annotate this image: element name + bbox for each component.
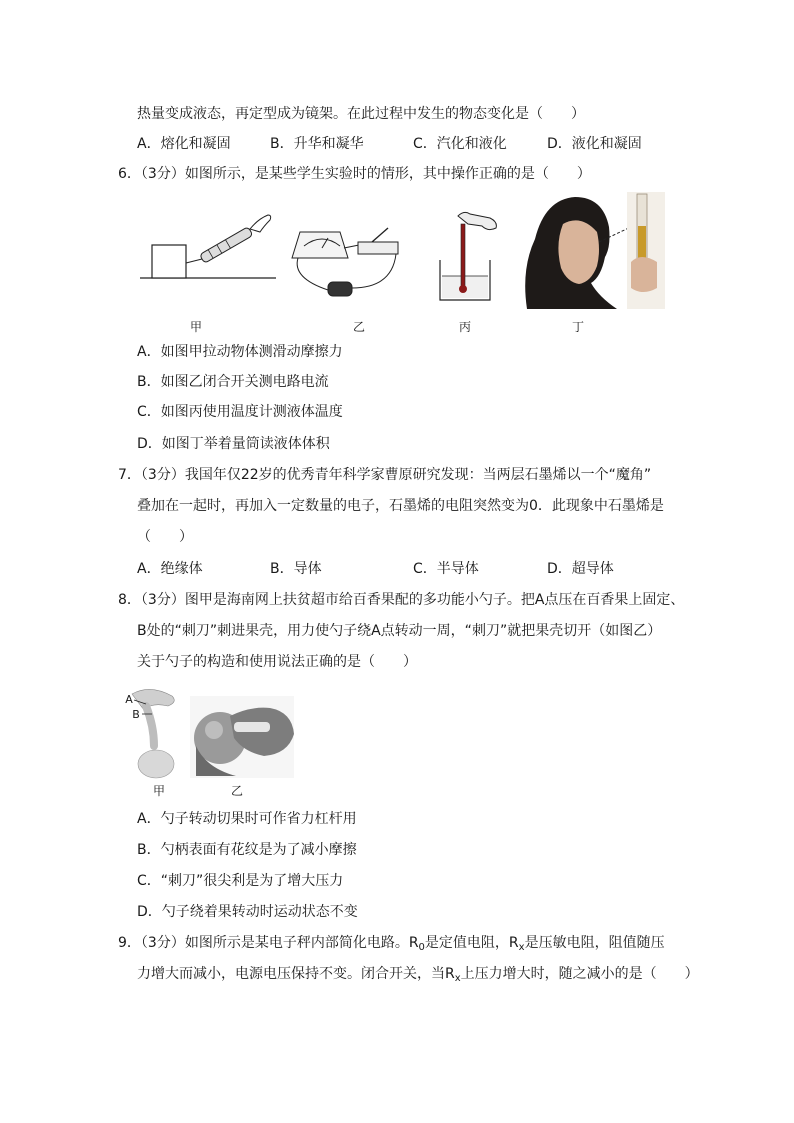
q6-caption-bing: 丙 [458,320,471,334]
q8-line1: 8．（3分）图甲是海南网上扶贫超市给百香果配的多功能小勺子。把A点压在百香果上固定、 [118,592,685,608]
q6-option-b: B．如图乙闭合开关测电路电流 [137,374,329,390]
q8-option-c: C．“刺刀”很尖利是为了增大压力 [137,873,344,889]
q5-option-b: B．升华和凝华 [270,136,364,152]
q9-l1-sub1: 0 [418,942,425,953]
q6-stem: 6．（3分）如图所示，是某些学生实验时的情形，其中操作正确的是（ ） [118,166,591,182]
q6-caption-jia: 甲 [189,320,202,334]
q6-caption-yi: 乙 [352,320,365,334]
q8-caption-yi: 乙 [230,784,243,798]
figure-yi-cutting-fruit [190,696,294,778]
q7-option-b: B．导体 [270,561,322,577]
q7-line2: 叠加在一起时，再加入一定数量的电子，石墨烯的电阻突然变为0．此现象中石墨烯是 [137,498,664,514]
q6-caption-ding: 丁 [571,320,584,334]
q8-option-a: A．勺子转动切果时可作省力杠杆用 [137,811,357,827]
figure-yi-ammeter-circuit [286,218,406,300]
q9-l1-sub2: x [518,942,525,953]
q8-option-d: D．勺子绕着果转动时运动状态不变 [137,904,358,920]
q6-option-c: C．如图丙使用温度计测液体温度 [137,404,343,420]
q7-option-d: D．超导体 [547,561,614,577]
q7-options [137,559,677,579]
q5-option-d: D．液化和凝固 [547,136,642,152]
q7-line3: （ ） [137,529,193,545]
q9-l1-a: 9．（3分）如图所示是某电子秤内部简化电路。R [118,935,419,951]
q7-option-a: A．绝缘体 [137,561,203,577]
figure-bing-thermometer-beaker [436,210,498,305]
q5-option-a: A．熔化和凝固 [137,136,231,152]
q9-l2-b: 上压力增大时，随之减小的是（ ） [460,966,699,982]
figure-ding-reading-cylinder [519,192,665,309]
q5-line1: 热量变成液态，再定型成为镜架。在此过程中发生的物态变化是（ ） [137,106,585,122]
q8-line2: B处的“刺刀”刺进果壳，用力使勺子绕A点转动一周，“刺刀”就把果壳切开（如图乙） [137,623,662,639]
q9-l2-a: 力增大而减小，电源电压保持不变。闭合开关，当R [137,966,455,982]
q9-line1 [118,933,665,958]
q5-option-c: C．汽化和液化 [413,136,507,152]
q9-l2-sub: x [454,973,461,984]
q6-option-d: D．如图丁举着量筒读液体体积 [137,436,330,452]
q7-option-c: C．半导体 [413,561,479,577]
q9-l1-c: 是压敏电阻，阻值随压 [524,935,665,951]
q8-option-b: B．勺柄表面有花纹是为了减小摩擦 [137,842,357,858]
q8-caption-jia: 甲 [152,784,165,798]
q9-l1-b: 是定值电阻，R [424,935,519,951]
q8-label-a: A [125,693,133,706]
q7-line1: 7．（3分）我国年仅22岁的优秀青年科学家曹原研究发现：当两层石墨烯以一个“魔角” [118,467,652,483]
q6-option-a: A．如图甲拉动物体测滑动摩擦力 [137,344,343,360]
q8-label-b: B [132,708,140,721]
q5-options [137,134,677,154]
q8-line3: 关于勺子的构造和使用说法正确的是（ ） [137,654,417,670]
figure-jia-spring-scale [138,205,278,285]
q9-line2 [137,964,699,989]
